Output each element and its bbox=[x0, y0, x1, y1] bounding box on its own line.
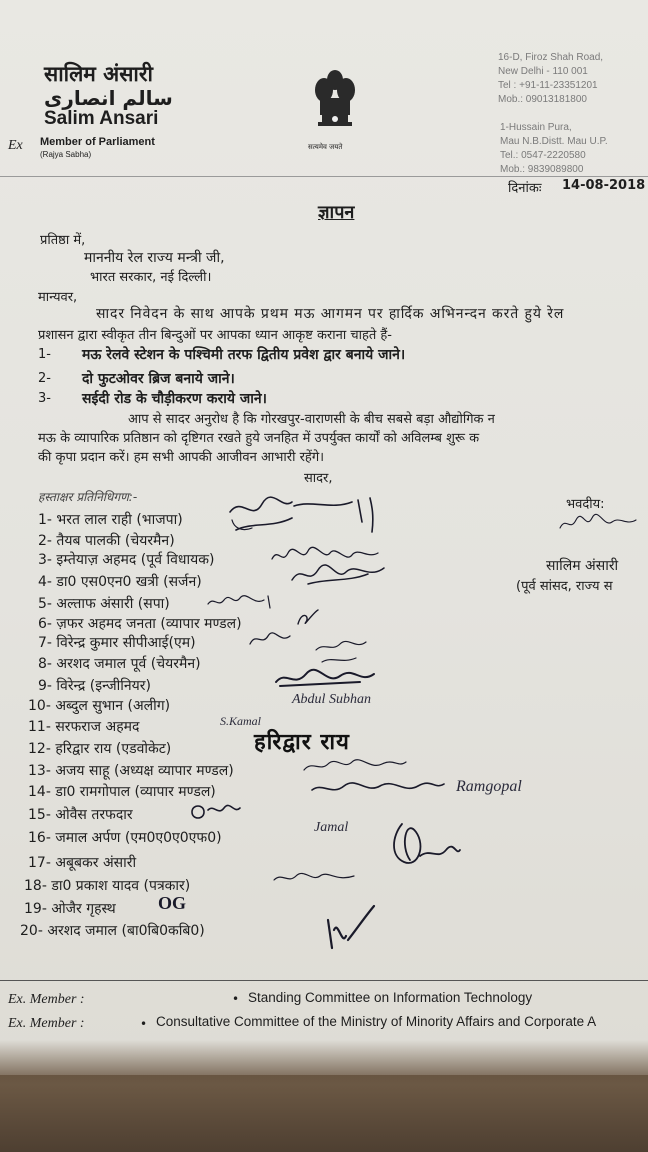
emblem-caption: सत्यमेव जयते bbox=[308, 143, 343, 151]
signatory-row-1: 1- भरत लाल राही (भाजपा) bbox=[38, 512, 183, 528]
signature-12: हरिद्वार राय bbox=[254, 730, 350, 755]
signatory-row-15: 15- ओवैस तरफदार bbox=[28, 807, 133, 823]
signature-20 bbox=[320, 900, 380, 956]
point-3-text: सईदी रोड के चौड़ीकरण कराये जाने। bbox=[82, 391, 267, 407]
ex-mark: Ex bbox=[8, 138, 23, 153]
closing: सादर, bbox=[304, 471, 333, 486]
request-line-1: आप से सादर अनुरोध है कि गोरखपुर-वाराणसी के बीच सबसे बड़ा औद्योगिक न bbox=[128, 412, 495, 427]
name-english: Salim Ansari bbox=[44, 108, 159, 129]
national-emblem-icon bbox=[300, 60, 370, 150]
mau-address-2: Mau N.B.Distt. Mau U.P. bbox=[500, 136, 608, 147]
name-hindi: सालिम अंसारी bbox=[44, 62, 153, 86]
signature-14b: Ramgopal bbox=[456, 778, 522, 795]
signatory-row-5: 5- अल्ताफ अंसारी (सपा) bbox=[38, 596, 170, 612]
point-3-num: 3- bbox=[38, 391, 51, 406]
signature-16: Jamal bbox=[314, 820, 349, 835]
signature-19: OG bbox=[158, 893, 187, 913]
signatory-row-17: 17- अबूबकर अंसारी bbox=[28, 855, 137, 871]
sender-name: सालिम अंसारी bbox=[546, 558, 619, 574]
request-line-2: मऊ के व्यापारिक प्रतिष्ठान को दृष्टिगत रखते हुये जनहित में उपर्युक्त कार्यों को अविलम्ब शुरू क bbox=[38, 431, 480, 446]
signature-9 bbox=[270, 664, 380, 692]
signatory-row-9: 9- विरेन्द्र (इन्जीनियर) bbox=[38, 678, 151, 694]
salutation-office: भारत सरकार, नई दिल्ली। bbox=[90, 270, 212, 285]
date-label: दिनांकः bbox=[508, 181, 542, 196]
delhi-address-4: Mob.: 09013181800 bbox=[498, 94, 587, 105]
signature-18 bbox=[270, 870, 360, 888]
footer-bullet-2: • bbox=[140, 1017, 148, 1031]
intro-line-1: सादर निवेदन के साथ आपके प्रथम मऊ आगमन पर हार्दिक अभिनन्दन करते हुये रेल bbox=[96, 306, 565, 322]
intro-line-2: प्रशासन द्वारा स्वीकृत तीन बिन्दुओं पर आपका ध्यान आकृष्ट कराना चाहते हैं- bbox=[38, 328, 392, 343]
signature-5 bbox=[204, 594, 284, 612]
signature-6 bbox=[292, 606, 322, 628]
signatory-row-11: 11- सरफराज अहमद bbox=[28, 719, 140, 735]
point-1-text: मऊ रेलवे स्टेशन के पश्चिमी तरफ द्वितीय प्रवेश द्वार बनाये जाने। bbox=[82, 347, 406, 363]
footer-divider bbox=[0, 980, 648, 981]
sender-closing: भवदीय: bbox=[566, 497, 605, 512]
footer-line-1-prefix: Ex. Member : bbox=[8, 992, 85, 1007]
salutation-prefix: प्रतिष्ठा में, bbox=[40, 233, 86, 248]
signatory-row-4: 4- डा0 एस0एन0 खत्री (सर्जन) bbox=[38, 574, 202, 590]
point-2-text: दो फुटओवर ब्रिज बनाये जाने। bbox=[82, 371, 235, 387]
signatory-row-20: 20- अरशद जमाल (बा0बि0कबि0) bbox=[20, 923, 205, 939]
house: (Rajya Sabha) bbox=[40, 150, 92, 159]
letterhead-divider bbox=[0, 176, 648, 177]
footer-line-2-prefix: Ex. Member : bbox=[8, 1016, 85, 1031]
request-line-3: की कृपा प्रदान करें। हम सभी आपकी आजीवन आभारी रहेंगे। bbox=[38, 450, 325, 465]
signatory-row-6: 6- ज़फर अहमद जनता (व्यापार मण्डल) bbox=[38, 616, 242, 632]
signature-11: S.Kamal bbox=[220, 714, 262, 728]
signatory-row-2: 2- तैयब पालकी (चेयरमैन) bbox=[38, 533, 175, 549]
name-urdu: سالم انصاری bbox=[44, 86, 173, 110]
signatory-row-12: 12- हरिद्वार राय (एडवोकेट) bbox=[28, 741, 172, 757]
designation: Member of Parliament bbox=[40, 136, 155, 148]
delhi-address-3: Tel : +91-11-23351201 bbox=[498, 80, 598, 91]
signatory-row-14: 14- डा0 रामगोपाल (व्यापार मण्डल) bbox=[28, 784, 216, 800]
background-shadow bbox=[0, 1040, 648, 1152]
signatories-label: हस्ताक्षर प्रतिनिधिगण:- bbox=[38, 490, 138, 504]
delhi-address-2: New Delhi - 110 001 bbox=[498, 66, 588, 77]
signatory-row-18: 18- डा0 प्रकाश यादव (पत्रकार) bbox=[24, 878, 191, 894]
signature-7 bbox=[246, 630, 298, 650]
sender-detail: (पूर्व सांसद, राज्य स bbox=[516, 579, 613, 594]
signatory-row-10: 10- अब्दुल सुभान (अलीग) bbox=[28, 698, 171, 714]
signatory-row-13: 13- अजय साहू (अध्यक्ष व्यापार मण्डल) bbox=[28, 763, 234, 779]
memo-title: ज्ञापन bbox=[318, 202, 355, 223]
delhi-address-1: 16-D, Firoz Shah Road, bbox=[498, 52, 604, 63]
mau-address-1: 1-Hussain Pura, bbox=[500, 122, 572, 133]
footer-line-2-text: Consultative Committee of the Ministry of Minority Affairs and Corporate A bbox=[156, 1014, 597, 1029]
signatory-row-3: 3- इम्तेयाज़ अहमद (पूर्व विधायक) bbox=[38, 552, 215, 568]
salutation-greeting: मान्यवर, bbox=[38, 290, 78, 305]
signatory-row-16: 16- जमाल अर्पण (एम0ए0ए0एफ0) bbox=[28, 830, 222, 846]
signatory-row-7: 7- विरेन्द्र कुमार सीपीआई(एम) bbox=[38, 635, 196, 651]
signature-13 bbox=[300, 756, 410, 778]
mau-address-3: Tel.: 0547-2220580 bbox=[500, 150, 586, 161]
signature-10: Abdul Subhan bbox=[292, 692, 371, 707]
signature-1 bbox=[222, 492, 412, 540]
date-value: 14-08-2018 bbox=[562, 178, 646, 193]
sender-signature bbox=[556, 512, 640, 536]
salutation-addressee: माननीय रेल राज्य मन्त्री जी, bbox=[84, 250, 225, 266]
signatory-row-8: 8- अरशद जमाल पूर्व (चेयरमैन) bbox=[38, 656, 201, 672]
signature-17 bbox=[386, 816, 466, 876]
signatory-row-19: 19- ओजैर गृहस्थ bbox=[24, 901, 116, 917]
signature-15 bbox=[186, 800, 246, 822]
footer-bullet-1: • bbox=[232, 992, 240, 1006]
signature-14a bbox=[308, 778, 448, 800]
signature-4 bbox=[288, 560, 398, 588]
footer-line-1-text: Standing Committee on Information Technology bbox=[248, 990, 533, 1005]
mau-address-4: Mob.: 9839089800 bbox=[500, 164, 584, 175]
point-2-num: 2- bbox=[38, 371, 51, 386]
point-1-num: 1- bbox=[38, 347, 51, 362]
